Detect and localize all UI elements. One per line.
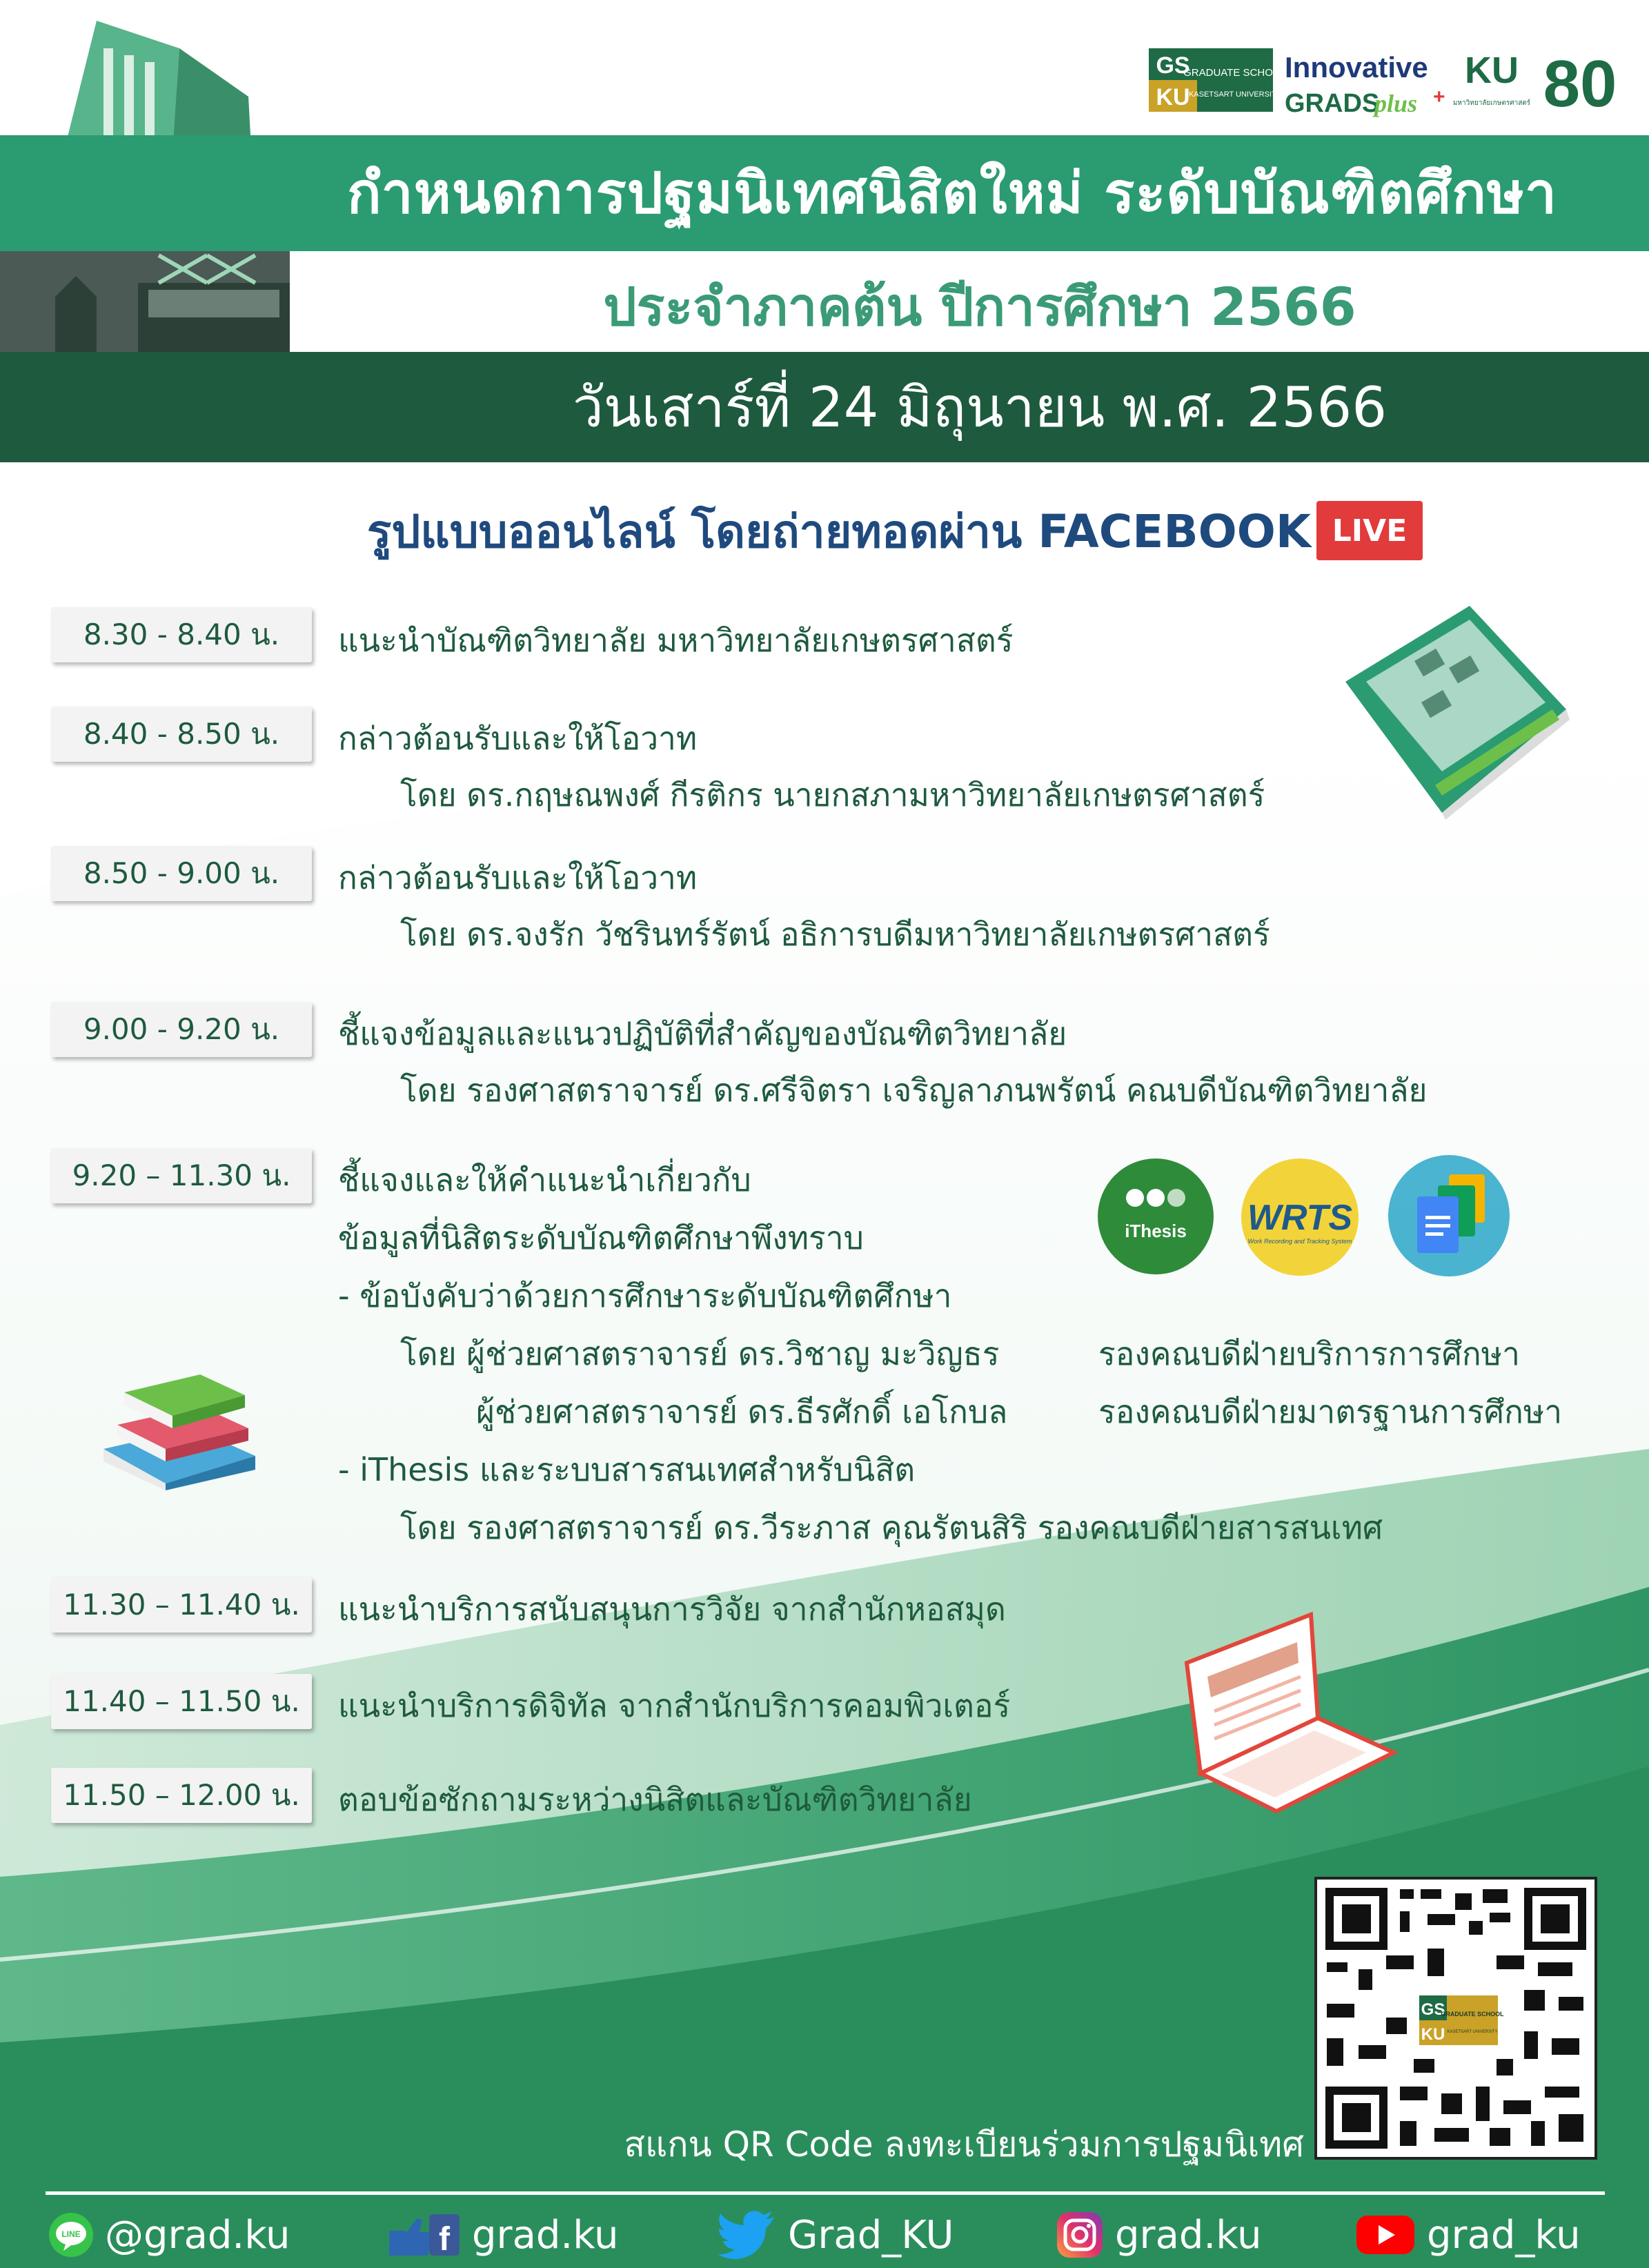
facebook-icon xyxy=(386,2210,461,2260)
svg-text:มหาวิทยาลัยเกษตรศาสตร์: มหาวิทยาลัยเกษตรศาสตร์ xyxy=(1452,99,1531,107)
svg-text:GS: GS xyxy=(1156,52,1190,79)
svg-text:+: + xyxy=(1433,86,1445,108)
page-title: กำหนดการปฐมนิเทศนิสิตใหม่ ระดับบัณฑิตศึกษา xyxy=(347,161,1557,226)
svg-text:KASETSART UNIVERSITY: KASETSART UNIVERSITY xyxy=(1447,2030,1498,2034)
gs-ku-logo xyxy=(1149,48,1287,112)
svg-text:KU: KU xyxy=(1421,2025,1445,2044)
agenda-speaker: โดย รองศาสตราจารย์ ดร.วีระภาส คุณรัตนสิริ รองคณบดีฝ่ายสารสนเทศ xyxy=(400,1509,1383,1546)
social-youtube[interactable] xyxy=(1355,2204,1581,2266)
agenda-speaker: ผู้ช่วยศาสตราจารย์ ดร.ธีรศักดิ์ เอโกบล xyxy=(476,1393,1008,1430)
time-slot-6: 11.30 – 11.40 น. xyxy=(51,1577,312,1633)
manual-book-image xyxy=(1339,606,1573,820)
svg-text:GRADUATE SCHOOL: GRADUATE SCHOOL xyxy=(1183,67,1287,79)
time-slot-1: 8.30 - 8.40 น. xyxy=(51,607,312,662)
wrts-icon xyxy=(1241,1158,1359,1276)
footer-divider xyxy=(46,2191,1605,2195)
agenda-speaker: โดย ดร.จงรัก วัชรินทร์รัตน์ อธิการบดีมหาวิทยาลัยเกษตรศาสตร์ xyxy=(400,916,1270,953)
svg-text:f: f xyxy=(439,2221,450,2258)
social-label: grad.ku xyxy=(472,2212,619,2258)
agenda-speaker: โดย รองศาสตราจารย์ ดร.ศรีจิตรา เจริญลาภนพรัตน์ คณบดีบัณฑิตวิทยาลัย xyxy=(400,1072,1428,1109)
agenda-line: - ข้อบังคับว่าด้วยการศึกษาระดับบัณฑิตศึกษา xyxy=(338,1277,952,1314)
agenda-speaker: โดย ผู้ช่วยศาสตราจารย์ ดร.วิชาญ มะวิญธร xyxy=(400,1335,1000,1372)
agenda-line: กล่าวต้อนรับและให้โอวาท xyxy=(338,720,698,757)
social-label: Grad_KU xyxy=(788,2212,954,2258)
svg-text:Work Recording and Tracking Sy: Work Recording and Tracking System xyxy=(1247,1238,1352,1245)
ithesis-icon xyxy=(1097,1158,1214,1275)
svg-text:plus: plus xyxy=(1374,90,1418,117)
time-slot-4: 9.00 - 9.20 น. xyxy=(51,1002,312,1057)
agenda-line: ชี้แจงและให้คำแนะนำเกี่ยวกับ xyxy=(338,1161,751,1199)
agenda-line: แนะนำบัณฑิตวิทยาลัย มหาวิทยาลัยเกษตรศาสตร์ xyxy=(338,622,1014,659)
svg-text:LINE: LINE xyxy=(61,2229,81,2239)
qr-code[interactable] xyxy=(1314,1877,1597,2160)
social-label: grad.ku xyxy=(1115,2212,1262,2258)
social-twitter[interactable] xyxy=(718,2204,954,2266)
svg-text:Innovative: Innovative xyxy=(1285,51,1428,83)
ku-logo xyxy=(1452,43,1531,119)
laptop-icon xyxy=(1173,1615,1408,1815)
agenda-line: ชี้แจงข้อมูลและแนวปฏิบัติที่สำคัญของบัณฑิตวิทยาลัย xyxy=(338,1015,1067,1052)
svg-text:iThesis: iThesis xyxy=(1125,1221,1187,1241)
svg-text:80: 80 xyxy=(1543,47,1617,121)
svg-text:GS: GS xyxy=(1421,2000,1445,2019)
social-facebook[interactable] xyxy=(386,2204,618,2266)
qr-caption: สแกน QR Code ลงทะเบียนร่วมการปฐมนิเทศ xyxy=(624,2124,1304,2165)
innovative-grads-logo xyxy=(1285,48,1450,117)
line-icon xyxy=(48,2212,94,2258)
agenda-speaker: โดย ดร.กฤษณพงศ์ กีรติกร นายกสภามหาวิทยาลัยเกษตรศาสตร์ xyxy=(400,776,1265,813)
agenda-line: ข้อมูลที่นิสิตระดับบัณฑิตศึกษาพึงทราบ xyxy=(338,1219,864,1256)
youtube-icon xyxy=(1355,2213,1416,2257)
80-years-logo xyxy=(1539,43,1621,119)
agenda-line: ตอบข้อซักถามระหว่างนิสิตและบัณฑิตวิทยาลัย xyxy=(338,1781,972,1818)
agenda-line: แนะนำบริการดิจิทัล จากสำนักบริการคอมพิวเตอร์ xyxy=(338,1687,1011,1724)
time-slot-7: 11.40 – 11.50 น. xyxy=(51,1674,312,1729)
agenda-role: รองคณบดีฝ่ายมาตรฐานการศึกษา xyxy=(1098,1393,1563,1430)
time-slot-8: 11.50 – 12.00 น. xyxy=(51,1768,312,1823)
svg-text:KU: KU xyxy=(1156,84,1190,110)
page-subtitle: ประจำภาคต้น ปีการศึกษา 2566 xyxy=(603,276,1356,337)
social-line[interactable] xyxy=(48,2204,290,2266)
live-badge: LIVE xyxy=(1316,501,1423,560)
event-date: วันเสาร์ที่ 24 มิถุนายน พ.ศ. 2566 xyxy=(572,375,1388,440)
agenda-role: รองคณบดีฝ่ายบริการการศึกษา xyxy=(1098,1335,1520,1372)
svg-text:KU: KU xyxy=(1465,50,1519,91)
social-instagram[interactable] xyxy=(1056,2204,1261,2266)
agenda-line: กล่าวต้อนรับและให้โอวาท xyxy=(338,859,698,896)
qr-pattern xyxy=(1317,1880,1594,2157)
social-label: grad_ku xyxy=(1427,2212,1581,2258)
svg-text:KASETSART UNIVERSITY: KASETSART UNIVERSITY xyxy=(1188,90,1282,99)
svg-text:GRADS: GRADS xyxy=(1285,89,1380,118)
social-label: @grad.ku xyxy=(105,2212,290,2258)
svg-text:GRADUATE SCHOOL: GRADUATE SCHOOL xyxy=(1441,2011,1504,2018)
time-slot-3: 8.50 - 9.00 น. xyxy=(51,846,312,901)
format-line: รูปแบบออนไลน์ โดยถ่ายทอดผ่าน FACEBOOK xyxy=(366,504,1311,558)
agenda-line: แนะนำบริการสนับสนุนการวิจัย จากสำนักหอสมุด xyxy=(338,1590,1006,1628)
agenda-line: - iThesis และระบบสารสนเทศสำหรับนิสิต xyxy=(338,1451,916,1488)
svg-text:WRTS: WRTS xyxy=(1247,1198,1353,1238)
time-slot-5: 9.20 – 11.30 น. xyxy=(51,1148,312,1203)
google-docs-icon xyxy=(1387,1154,1511,1278)
time-slot-2: 8.40 - 8.50 น. xyxy=(51,707,312,762)
twitter-icon xyxy=(718,2210,777,2260)
books-icon xyxy=(97,1352,262,1490)
instagram-icon xyxy=(1056,2211,1104,2259)
